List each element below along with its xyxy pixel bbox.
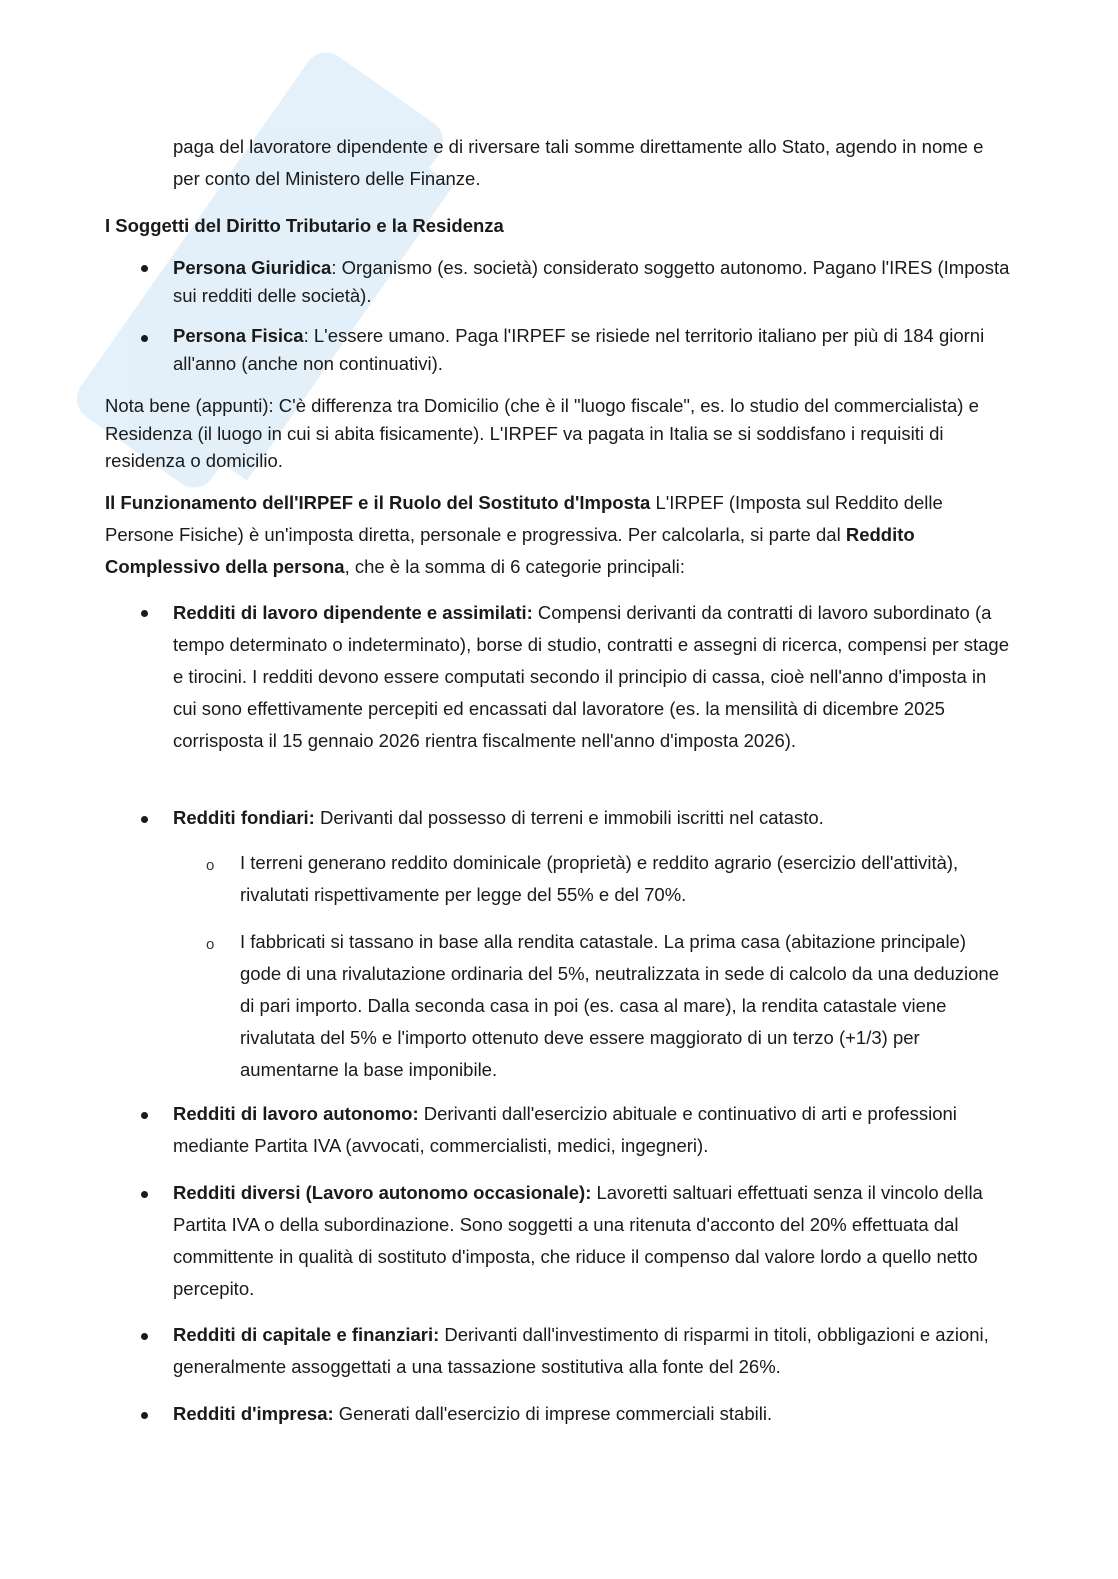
bullet-icon <box>141 335 148 342</box>
list-item-fondiari <box>173 802 1013 834</box>
item-label: Persona Fisica <box>173 325 304 346</box>
note-paragraph: Nota bene (appunti): C'è differenza tra Domicilio (che è il "luogo fiscale", es. lo studio del commercialista) e Residenza (il luogo in cui si abita fisicamente). L'IRPEF va pagata in Italia se si soddisfano i requisiti di residenza o domicilio. <box>105 395 979 471</box>
item-label: Redditi di capitale e finanziari: <box>173 1324 440 1345</box>
item-text: Generati dall'esercizio di imprese commerciali stabili. <box>333 1403 773 1424</box>
bullet-icon <box>141 610 148 617</box>
list-item-persona-giuridica <box>173 254 1013 309</box>
list-item-impresa <box>173 1398 1013 1430</box>
item-text: Lavoretti saltuari effettuati senza il vincolo della Partita IVA o della subordinazione. Sono soggetti a una ritenuta d'acconto del 20% effettuata dal committente in qualità di sostituto d'imposta, che riduce il compenso dal valore lordo a quello netto percepito. <box>173 1182 983 1299</box>
item-label: Persona Giuridica <box>173 257 332 278</box>
list-item-capitale <box>173 1319 1013 1383</box>
item-label: Redditi diversi (Lavoro autonomo occasionale): <box>173 1182 592 1203</box>
item-text: Derivanti dal possesso di terreni e immobili iscritti nel catasto. <box>314 807 824 828</box>
item-text: Compensi derivanti da contratti di lavoro subordinato (a tempo determinato o indeterminato), borse di studio, contratti e assegni di ricerca, compensi per stage e tirocini. I redditi devono essere computati secondo il principio di cassa, cioè nell'anno d'imposta in cui sono effettivamente percepiti ed encassati dal lavoratore (es. la mensilità di dicembre 2025 corrisposta il 15 gennaio 2026 rientra fiscalmente nell'anno d'imposta 2026). <box>173 602 1010 751</box>
bullet-icon <box>141 1412 148 1419</box>
item-label: Redditi di lavoro autonomo: <box>173 1103 419 1124</box>
sublist-item-terreni: I terreni generano reddito dominicale (proprietà) e reddito agrario (esercizio dell'attività), rivalutati rispettivamente per legge del 55% e del 70%. <box>240 852 959 905</box>
circle-bullet-icon: o <box>206 936 215 953</box>
sublist-item-fabbricati: I fabbricati si tassano in base alla rendita catastale. La prima casa (abitazione principale) gode di una rivalutazione ordinaria del 5%, neutralizzata in sede di calcolo da una deduzione di pari importo. Dalla seconda casa in poi (es. casa al mare), la rendita catastale viene rivalutata del 5% e l'importo ottenuto deve essere maggiorato di un terzo (+1/3) per aumentarne la base imponibile. <box>240 931 1000 1080</box>
section-heading-irpef: Il Funzionamento dell'IRPEF e il Ruolo del Sostituto d'Imposta <box>105 492 651 513</box>
irpef-intro-paragraph: Il Funzionamento dell'IRPEF e il Ruolo del Sostituto d'Imposta L'IRPEF (Imposta sul Reddito delle Persone Fisiche) è un'imposta diretta, personale e progressiva. Per calcolarla, si parte dal Reddito Complessivo della persona, che è la somma di 6 categorie principali: <box>105 492 943 577</box>
list-item-persona-fisica <box>173 322 1013 377</box>
list-item-lavoro-dipendente <box>173 597 1013 757</box>
item-label: Redditi di lavoro dipendente e assimilati: <box>173 602 533 623</box>
bullet-icon <box>141 1333 148 1340</box>
item-text: Derivanti dall'investimento di risparmi in titoli, obbligazioni e azioni, generalmente assoggettati a una tassazione sostitutiva alla fonte del 26%. <box>173 1324 989 1377</box>
circle-bullet-icon: o <box>206 857 215 874</box>
list-item-redditi-diversi <box>173 1177 1013 1305</box>
bullet-icon <box>141 1112 148 1119</box>
bullet-icon <box>141 265 148 272</box>
intro-paragraph: paga del lavoratore dipendente e di riversare tali somme direttamente allo Stato, agendo in nome e per conto del Ministero delle Finanze. <box>173 136 984 189</box>
bullet-icon <box>141 816 148 823</box>
item-text: : Organismo (es. società) considerato soggetto autonomo. Pagano l'IRES (Imposta sui redditi delle società). <box>173 257 1010 306</box>
item-text: Derivanti dall'esercizio abituale e continuativo di arti e professioni mediante Partita IVA (avvocati, commercialisti, medici, ingegneri). <box>173 1103 957 1156</box>
section-heading-soggetti: I Soggetti del Diritto Tributario e la Residenza <box>105 215 504 236</box>
list-item-lavoro-autonomo <box>173 1098 1013 1162</box>
item-label: Redditi fondiari: <box>173 807 315 828</box>
item-text: : L'essere umano. Paga l'IRPEF se risiede nel territorio italiano per più di 184 giorni all'anno (anche non continuativi). <box>173 325 985 374</box>
bullet-icon <box>141 1191 148 1198</box>
item-label: Redditi d'impresa: <box>173 1403 334 1424</box>
